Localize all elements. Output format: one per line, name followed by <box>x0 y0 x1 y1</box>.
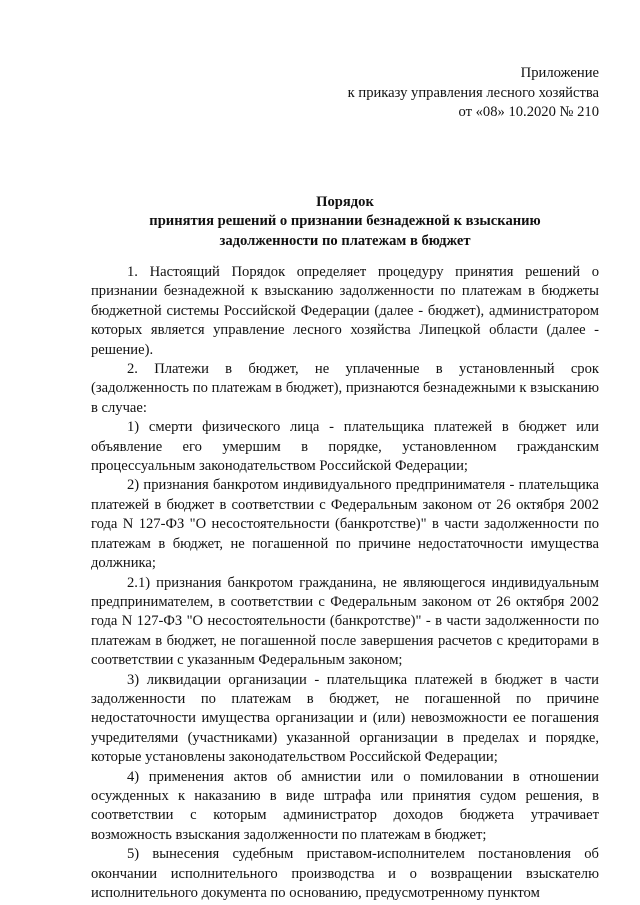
paragraph-1: 1. Настоящий Порядок определяет процедуру принятия решений о признании безнадежной к взысканию задолженности по платежам в бюджеты бюджетной системы Российской Федерации (далее - бюджет), администратором которых является управление лесного хозяйства Липецкой области (далее - решение). <box>91 264 599 358</box>
title-line-3: задолженности по платежам в бюджет <box>219 232 471 249</box>
appendix-order-date: от «08» 10.2020 № 210 <box>458 104 599 120</box>
title-line-2: принятия решений о признании безнадежной к взысканию <box>149 213 541 230</box>
appendix-label: Приложение <box>520 65 599 81</box>
title-line-1: Порядок <box>316 194 374 210</box>
appendix-order-ref: к приказу управления лесного хозяйства <box>347 84 599 101</box>
paragraph-2-item-2-1: 2.1) признания банкротом гражданина, не являющегося индивидуальным предпринимателем, в соответствии с Федеральным законом от 26 октября 2002 года N 127-ФЗ "О несостоятельности (банкротстве)" - в части задолженности по платежам в бюджет, не погашенной после завершения расчетов с кредиторами в соответствии с указанным Федеральным законом; <box>91 574 599 669</box>
document-title <box>91 193 599 251</box>
paragraph-2-item-1: 1) смерти физического лица - плательщика платежей в бюджет или объявление его умершим в порядке, установленном гражданским процессуальным законодательством Российской Федерации; <box>91 419 599 475</box>
appendix-header <box>348 64 599 123</box>
paragraph-2-item-2: 2) признания банкротом индивидуального предпринимателя - плательщика платежей в бюджет в соответствии с Федеральным законом от 26 октября 2002 года N 127-ФЗ "О несостоятельности (банкротстве)" в части задолженности по платежам в бюджет, не погашенной по причине недостаточности имущества должника; <box>91 477 599 572</box>
paragraph-2: 2. Платежи в бюджет, не уплаченные в установленный срок (задолженность по платежам в бюджет), признаются безнадежными к взысканию в случае: <box>91 361 599 416</box>
document-body <box>91 263 599 903</box>
paragraph-2-item-4: 4) применения актов об амнистии или о помиловании в отношении осужденных к наказанию в виде штрафа или принятия судом решения, в соответствии с которым администратор доходов бюджета утрачивает возможность взыскания задолженности по платежам в бюджет; <box>91 768 599 843</box>
paragraph-2-item-5: 5) вынесения судебным приставом-исполнителем постановления об окончании исполнительного производства и о возвращении взыскателю исполнительного документа по основанию, предусмотренному пунктом <box>91 846 599 901</box>
paragraph-2-item-3: 3) ликвидации организации - плательщика платежей в бюджет в части задолженности по платежам в бюджет, не погашенной по причине недостаточности имущества организации и (или) невозможности ее погашения учредителями (участниками) указанной организации в пределах и порядке, которые установлены законодательством Российской Федерации; <box>91 671 599 766</box>
